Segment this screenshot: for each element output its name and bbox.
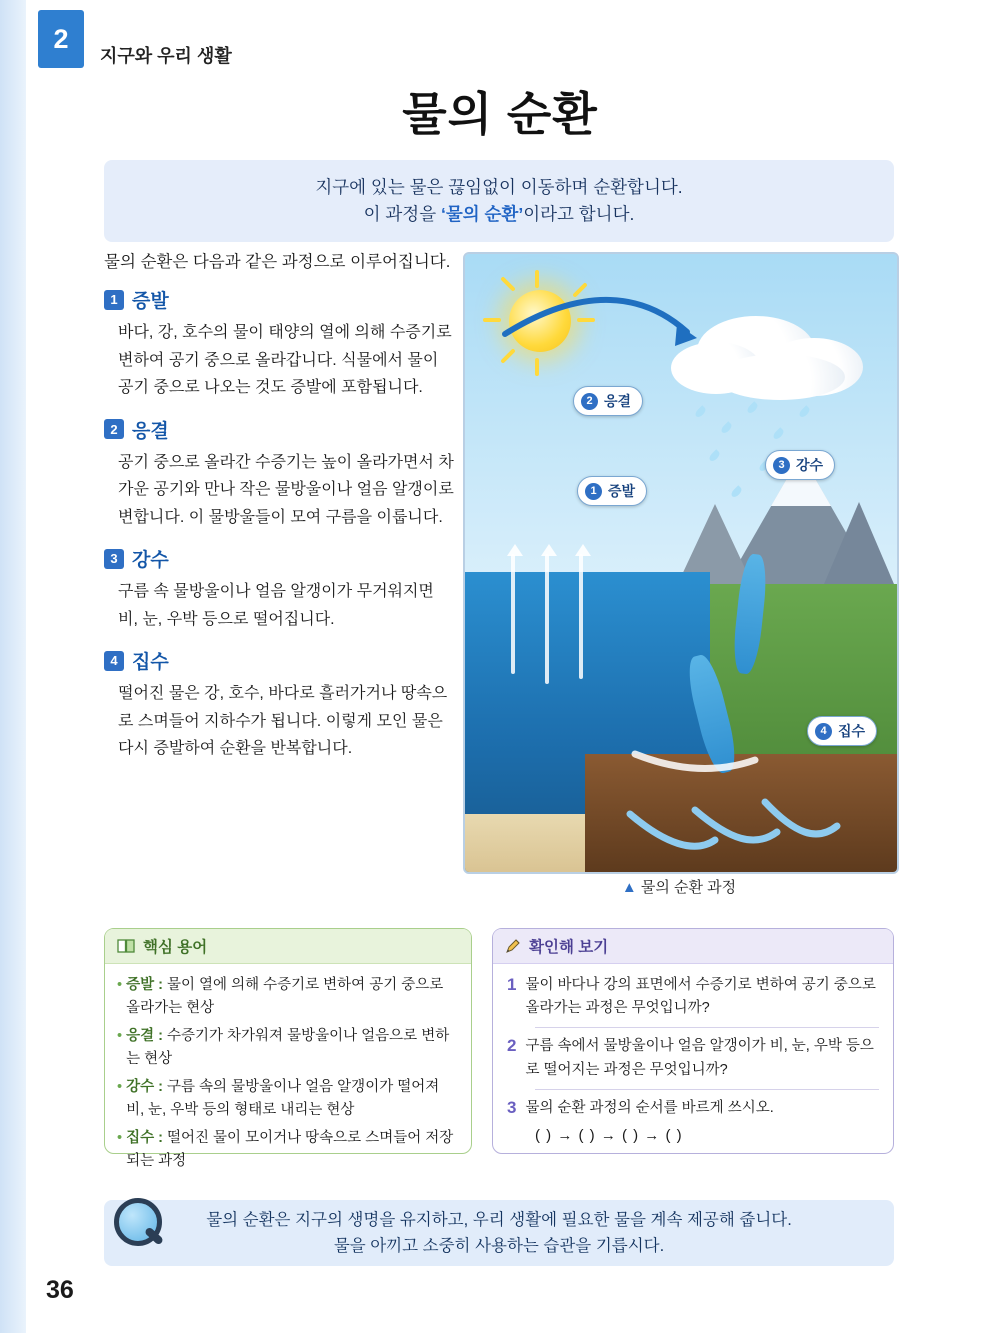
step-number: 4 <box>104 651 124 671</box>
term-item <box>117 1127 459 1174</box>
check-questions-panel <box>492 928 894 1154</box>
figure-label-condensation <box>573 386 643 416</box>
water-cycle-illustration <box>463 252 899 874</box>
step-body: 바다, 강, 호수의 물이 태양의 열에 의해 수증기로 변하여 공기 중으로 올라갑니다. 식물에서 물이 공기 중으로 나오는 것도 증발에 포함됩니다. <box>118 324 452 397</box>
intro-line-2-post: 이라고 합니다. <box>523 204 635 225</box>
step-header <box>104 647 454 674</box>
intro-line-2 <box>114 201 884 228</box>
figure-label-number: 4 <box>815 723 832 740</box>
term-item <box>117 1025 459 1072</box>
step-number: 2 <box>104 419 124 439</box>
page-spine <box>0 0 26 1333</box>
step-header <box>104 545 454 572</box>
step-header <box>104 286 454 313</box>
key-terms-list <box>105 964 471 1174</box>
term-desc: 수증기가 차가워져 물방울이나 얼음으로 변하는 현상 <box>126 1027 450 1068</box>
intro-box <box>104 160 894 242</box>
summary-line-1: 물의 순환은 지구의 생명을 유지하고, 우리 생활에 필요한 물을 계속 제공해 줍니다. <box>206 1210 792 1229</box>
term-desc: 물이 열에 의해 수증기로 변하여 공기 중으로 올라가는 현상 <box>126 977 444 1017</box>
figure-label-number: 3 <box>773 457 790 474</box>
bullet-icon: • <box>117 1129 123 1146</box>
summary-line-2: 물을 아끼고 소중히 사용하는 습관을 기릅시다. <box>333 1237 665 1255</box>
question-number: 1 <box>507 975 517 994</box>
question-item <box>507 1097 879 1120</box>
figure-label-text: 집수 <box>838 723 866 739</box>
figure-label-number: 1 <box>585 483 602 500</box>
bullet-icon: • <box>117 1078 123 1095</box>
step-number: 1 <box>104 290 124 310</box>
term-item <box>117 1076 459 1123</box>
key-terms-panel <box>104 928 472 1170</box>
check-questions-header <box>493 929 893 964</box>
question-item <box>507 1035 879 1081</box>
unit-number-badge: 2 <box>38 10 84 68</box>
step-title: 증발 <box>132 291 169 312</box>
bullet-icon: • <box>117 977 123 993</box>
step-body: 떨어진 물은 강, 호수, 바다로 흘러가거나 땅속으로 스며들어 지하수가 됩니다. 이렇게 모인 물은 다시 증발하여 순환을 반복합니다. <box>118 685 448 758</box>
question-item <box>507 974 879 1020</box>
figure-label-text: 증발 <box>608 483 636 499</box>
term-desc: 구름 속의 물방울이나 얼음 알갱이가 떨어져 비, 눈, 우박 등의 형태로 내리는 현상 <box>126 1078 440 1119</box>
term-desc: 떨어진 물이 모이거나 땅속으로 스며들어 저장되는 과정 <box>126 1129 454 1170</box>
summary-note <box>104 1200 894 1266</box>
step-item <box>104 286 454 402</box>
step-body: 공기 중으로 올라간 수증기는 높이 올라가면서 차가운 공기와 만나 작은 물방울이나 얼음 알갱이로 변합니다. 이 물방울들이 모여 구름을 이룹니다. <box>118 453 454 526</box>
step-number: 3 <box>104 549 124 569</box>
bullet-icon: • <box>117 1027 123 1044</box>
step-title: 응결 <box>132 420 169 442</box>
step-header <box>104 416 454 443</box>
question-number: 3 <box>507 1097 517 1117</box>
term-item <box>117 974 459 1021</box>
term-name: 응결 : <box>126 1027 163 1044</box>
figure-label-precipitation <box>765 450 835 480</box>
flow-arrows <box>465 254 897 872</box>
steps-list <box>104 286 454 777</box>
unit-title: 지구와 우리 생활 <box>100 46 232 66</box>
term-name: 증발 : <box>126 977 163 993</box>
questions-list <box>493 964 893 1144</box>
step-title: 집수 <box>132 652 169 674</box>
lead-text: 물의 순환은 다음과 같은 과정으로 이루어집니다. <box>104 253 451 271</box>
question-number: 2 <box>507 1036 517 1056</box>
caption-marker-icon: ▲ <box>621 879 637 896</box>
step-item <box>104 647 454 763</box>
term-name: 집수 : <box>126 1129 163 1146</box>
key-terms-title: 핵심 용어 <box>143 939 208 956</box>
step-body: 구름 속 물방울이나 얼음 알갱이가 무거워지면 비, 눈, 우박 등으로 떨어집니다. <box>118 583 434 628</box>
question-text: 물이 바다나 강의 표면에서 수증기로 변하여 공기 중으로 올라가는 과정은 무엇입니까? <box>525 977 876 1017</box>
question-text: 구름 속에서 물방울이나 얼음 알갱이가 비, 눈, 우박 등으로 떨어지는 과정은 무엇입니까? <box>525 1038 874 1078</box>
intro-line-2-pre: 이 과정을 <box>363 204 441 225</box>
answer-line[interactable] <box>535 1027 879 1028</box>
check-questions-title: 확인해 보기 <box>529 939 609 956</box>
term-name: 강수 : <box>126 1078 163 1095</box>
magnifier-icon <box>108 1196 170 1258</box>
key-terms-header <box>105 929 471 964</box>
step-item <box>104 545 454 633</box>
page-title: 물의 순환 <box>402 88 598 140</box>
step-item <box>104 416 454 532</box>
answer-line[interactable] <box>535 1089 879 1090</box>
figure-label-evaporation <box>577 476 647 506</box>
figure-caption <box>463 876 895 897</box>
figure-label-number: 2 <box>581 393 598 410</box>
step-title: 강수 <box>132 550 169 572</box>
question-text: 물의 순환 과정의 순서를 바르게 쓰시오. <box>525 1099 774 1116</box>
answer-blanks[interactable]: ( ) → ( ) → ( ) → ( ) <box>535 1126 683 1144</box>
figure-label-collection <box>807 716 877 746</box>
intro-highlight: ‘물의 순환’ <box>440 204 524 225</box>
figure-label-text: 강수 <box>796 457 824 473</box>
figure-label-text: 응결 <box>604 393 632 409</box>
page-number: 36 <box>46 1276 74 1304</box>
intro-line-1: 지구에 있는 물은 끊임없이 이동하며 순환합니다. <box>315 177 683 197</box>
pencil-icon <box>505 938 521 954</box>
book-icon <box>117 938 135 954</box>
caption-text: 물의 순환 과정 <box>640 879 737 896</box>
